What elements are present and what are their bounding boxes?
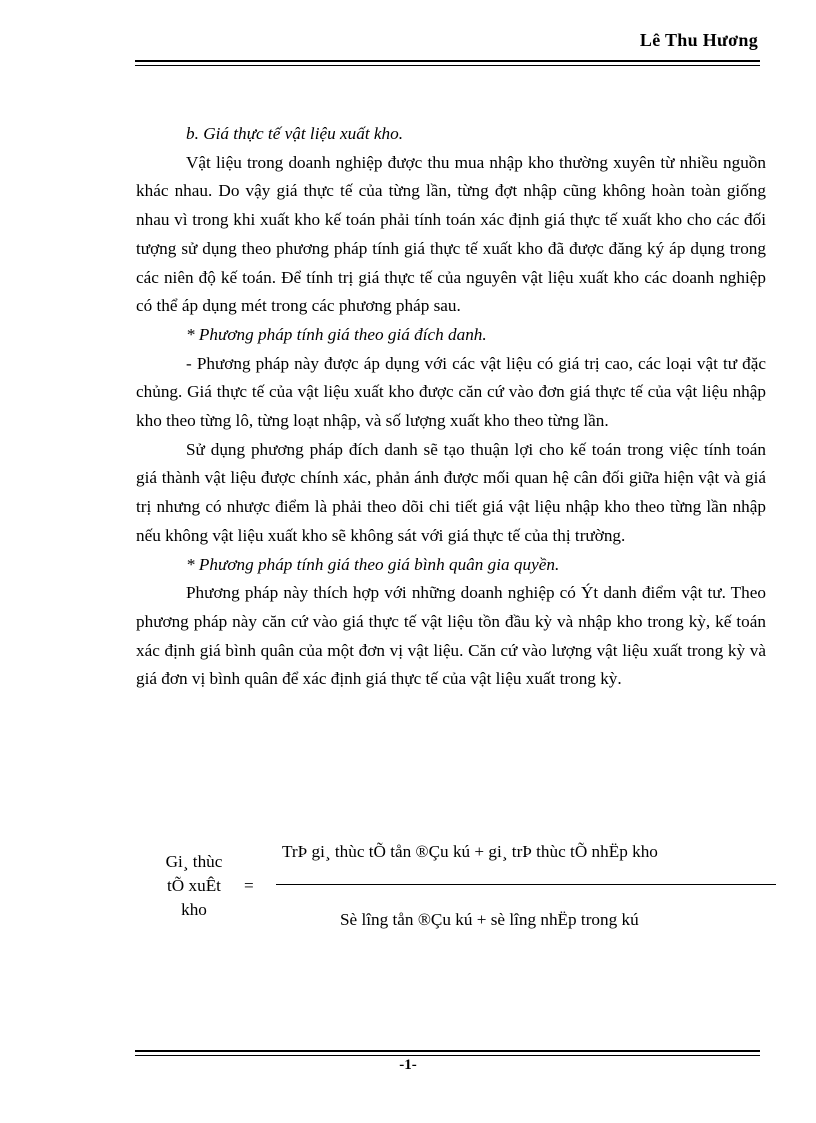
header-rule <box>135 60 760 66</box>
formula-lhs-line: kho <box>181 900 207 919</box>
formula-lhs <box>150 850 238 922</box>
page-number: -1- <box>399 1057 417 1073</box>
method-heading-weighted-average: * Phương pháp tính giá theo giá bình quân gia quyền. <box>186 554 560 574</box>
formula-numerator: TrÞ gi¸ thùc tÕ tån ®Çu kú + gi¸ trÞ thùc tÕ nhËp kho <box>282 842 658 861</box>
formula-equals: = <box>244 876 254 895</box>
formula-lhs-line: Gi¸ thùc <box>165 852 223 871</box>
header-author: Lê Thu Hương <box>639 30 758 50</box>
footer-rule <box>135 1050 760 1056</box>
fraction-bar <box>276 884 776 885</box>
paragraph-intro: Vật liệu trong doanh nghiệp được thu mua nhập kho thường xuyên từ nhiều nguồn khác nhau. Do vậy giá thực tế của từng lần, từng đợt nhập cũng không hoàn toàn giống nhau vì trong khi xuất kho kế toán phải tính toán xác định giá thực tế xuất kho cho các đối tượng sử dụng theo phương pháp tính giá thực tế xuất kho đã được đăng ký áp dụng trong các niên độ kế toán. Để tính trị giá thực tế của nguyên vật liệu xuất kho các doanh nghiệp có thể áp dụng mét trong các phương pháp sau. <box>136 152 766 316</box>
paragraph-specific-method: - Phương pháp này được áp dụng với các vật liệu có giá trị cao, các loại vật tư đặc chủng. Giá thực tế của vật liệu xuất kho được căn cứ vào đơn giá thực tế của vật liệu nhập kho theo từng lô, từng loạt nhập, và số lượng xuất kho theo từng lần. <box>136 353 766 431</box>
method-heading-specific: * Phương pháp tính giá theo giá đích danh. <box>186 324 487 344</box>
formula-denominator: Sè lîng tån ®Çu kú + sè lîng nhËp trong kú <box>340 910 639 929</box>
section-heading: b. Giá thực tế vật liệu xuất kho. <box>186 124 404 143</box>
document-body <box>136 120 766 694</box>
paragraph-specific-pros-cons: Sử dụng phương pháp đích danh sẽ tạo thuận lợi cho kế toán trong việc tính toán giá thành vật liệu được chính xác, phản ánh được mối quan hệ cân đối giữa hiện vật và giá trị nhưng có nhược điểm là phải theo dõi chi tiết giá vật liệu nhập kho theo từng lần nhập nếu không vật liệu xuất kho sẽ không sát với giá thực tế của thị trường. <box>136 439 766 545</box>
price-formula <box>150 840 780 950</box>
paragraph-weighted-average: Phương pháp này thích hợp với những doanh nghiệp có Ýt danh điểm vật tư. Theo phương pháp này căn cứ vào giá thực tế vật liệu tồn đầu kỳ và nhập kho trong kỳ, kế toán xác định giá bình quân của một đơn vị vật liệu. Căn cứ vào lượng vật liệu xuất trong kỳ và giá đơn vị bình quân để xác định giá thực tế của vật liệu xuất trong kỳ. <box>136 583 766 689</box>
formula-lhs-line: tÕ xuÊt <box>167 876 221 895</box>
